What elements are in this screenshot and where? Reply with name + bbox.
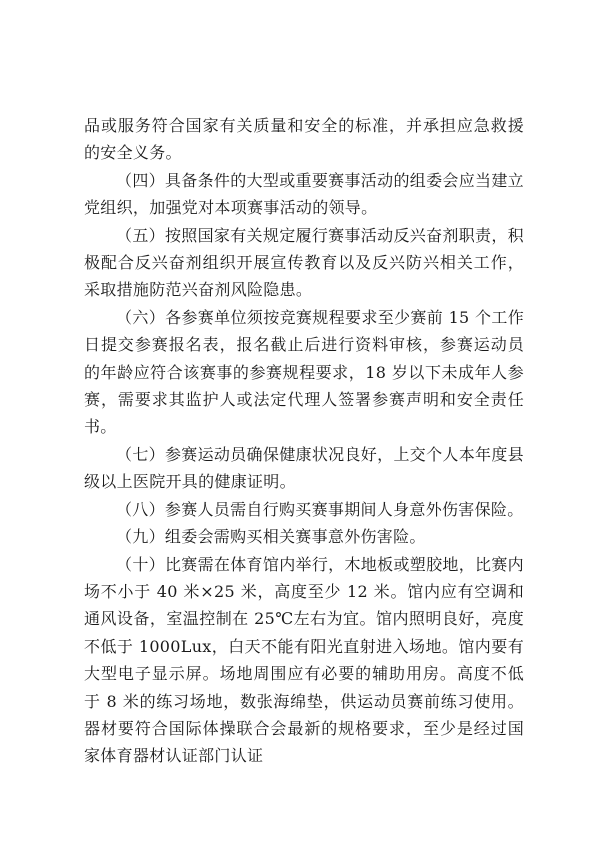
document-body (84, 112, 524, 770)
paragraph-item-10: （十）比赛需在体育馆内举行，木地板或塑胶地，比赛内场不小于 40 米×25 米，高度至少 12 米。馆内应有空调和通风设备，室温控制在 25℃左右为宜。馆内照明良好，亮度不低于 1000Lux，白天不能有阳光直射进入场地。馆内要有大型电子显示屏。场地周围应有必要的辅助用房。高度不低于 8 米的练习场地，数张海绵垫，供运动员赛前练习使用。器材要符合国际体操联合会最新的规格要求，至少是经过国家体育器材认证部门认证 (84, 554, 524, 766)
paragraph-item-5: （五）按照国家有关规定履行赛事活动反兴奋剂职责，积极配合反兴奋剂组织开展宣传教育以及反兴防兴相关工作，采取措施防范兴奋剂风险隐患。 (84, 225, 524, 300)
paragraph-item-9: （九）组委会需购买相关赛事意外伤害险。 (116, 527, 426, 547)
paragraph-item-7: （七）参赛运动员确保健康状况良好，上交个人本年度县级以上医院开具的健康证明。 (84, 444, 524, 492)
paragraph-item-6: （六）各参赛单位须按竞赛规程要求至少赛前 15 个工作日提交参赛报名表，报名截止后进行资料审核，参赛运动员的年龄应符合该赛事的参赛规程要求，18 岁以下未成年人参赛，需要求其监护人或法定代理人签署参赛声明和安全责任书。 (84, 307, 524, 437)
paragraph-continuation: 品或服务符合国家有关质量和安全的标准，并承担应急救援的安全义务。 (84, 116, 524, 163)
paragraph-item-8: （八）参赛人员需自行购买赛事期间人身意外伤害保险。 (116, 499, 524, 519)
paragraph-item-4: （四）具备条件的大型或重要赛事活动的组委会应当建立党组织，加强党对本项赛事活动的领导。 (84, 170, 524, 218)
